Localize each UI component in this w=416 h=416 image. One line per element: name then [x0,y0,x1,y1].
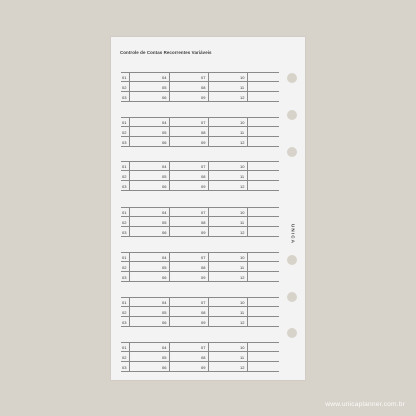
cell-divider [129,171,130,180]
cell-divider [169,72,170,81]
cell-divider [129,272,130,281]
month-number: 02 [122,265,127,270]
cell-divider [169,297,170,306]
month-number: 06 [162,365,167,370]
month-number: 08 [201,355,206,360]
month-entry-field[interactable] [161,228,201,237]
cell-divider [247,117,248,126]
cell-divider [247,72,248,81]
month-number: 04 [162,255,167,260]
month-number: 05 [162,355,167,360]
month-entry-field[interactable] [239,353,279,362]
month-entry-field[interactable] [161,343,201,352]
cell-divider [247,262,248,271]
cell-divider [208,92,209,101]
planner-sheet [111,37,305,380]
month-number: 04 [162,75,167,80]
month-entry-field[interactable] [200,73,240,82]
cell-divider [208,181,209,190]
cell-divider [129,262,130,271]
cell-divider [247,342,248,351]
month-number: 10 [240,75,245,80]
cell-divider [169,362,170,371]
month-number: 12 [240,140,245,145]
month-number: 05 [162,220,167,225]
month-number: 05 [162,130,167,135]
month-entry-field[interactable] [239,218,279,227]
cell-divider [129,117,130,126]
month-entry-field[interactable] [239,83,279,92]
month-number: 08 [201,220,206,225]
month-entry-field[interactable] [161,298,201,307]
month-entry-field[interactable] [200,273,240,282]
month-entry-field[interactable] [239,318,279,327]
cell-divider [247,217,248,226]
month-number: 06 [162,140,167,145]
month-number: 04 [162,210,167,215]
month-entry-field[interactable] [200,308,240,317]
month-number: 11 [240,310,245,315]
month-entry-field[interactable] [121,128,161,137]
cell-divider [169,207,170,216]
bill-block [121,208,279,238]
cell-divider [169,161,170,170]
month-number: 09 [201,230,206,235]
month-number: 01 [122,345,127,350]
month-number: 08 [201,265,206,270]
month-entry-field[interactable] [121,93,161,102]
month-entry-field[interactable] [161,138,201,147]
month-entry-field[interactable] [161,318,201,327]
month-number: 08 [201,310,206,315]
month-number: 05 [162,85,167,90]
cell-divider [129,252,130,261]
month-entry-field[interactable] [200,182,240,191]
month-entry-field[interactable] [161,128,201,137]
month-number: 11 [240,85,245,90]
month-entry-field[interactable] [200,253,240,262]
bill-block [121,118,279,148]
month-entry-field[interactable] [239,308,279,317]
month-entry-field[interactable] [121,83,161,92]
cell-divider [169,342,170,351]
month-number: 05 [162,310,167,315]
month-entry-field[interactable] [200,318,240,327]
cell-divider [169,117,170,126]
month-entry-field[interactable] [121,228,161,237]
month-number: 06 [162,95,167,100]
month-entry-field[interactable] [200,83,240,92]
month-number: 07 [201,255,206,260]
month-number: 01 [122,120,127,125]
month-number: 12 [240,230,245,235]
month-number: 07 [201,345,206,350]
month-number: 03 [122,365,127,370]
month-number: 02 [122,85,127,90]
month-number: 10 [240,210,245,215]
month-entry-field[interactable] [239,73,279,82]
month-number: 03 [122,140,127,145]
cell-divider [129,72,130,81]
month-number: 10 [240,164,245,169]
month-number: 09 [201,184,206,189]
month-entry-field[interactable] [121,208,161,217]
cell-divider [247,362,248,371]
cell-divider [247,161,248,170]
month-entry-field[interactable] [121,172,161,181]
cell-divider [169,171,170,180]
month-number: 07 [201,75,206,80]
cell-divider [129,92,130,101]
binder-hole [287,73,297,83]
month-entry-field[interactable] [121,73,161,82]
cell-divider [247,317,248,326]
month-entry-field[interactable] [200,263,240,272]
cell-divider [208,227,209,236]
cell-divider [129,307,130,316]
month-entry-field[interactable] [121,308,161,317]
month-entry-field[interactable] [121,182,161,191]
cell-divider [208,317,209,326]
month-entry-field[interactable] [200,363,240,372]
cell-divider [247,227,248,236]
cell-divider [169,82,170,91]
bill-block [121,162,279,192]
cell-divider [247,171,248,180]
month-number: 12 [240,320,245,325]
month-number: 09 [201,140,206,145]
month-entry-field[interactable] [200,138,240,147]
month-number: 10 [240,255,245,260]
month-entry-field[interactable] [121,218,161,227]
cell-divider [208,82,209,91]
month-entry-field[interactable] [239,182,279,191]
month-entry-field[interactable] [121,318,161,327]
cell-divider [129,161,130,170]
month-number: 07 [201,210,206,215]
cell-divider [208,161,209,170]
cell-divider [208,137,209,146]
month-number: 04 [162,164,167,169]
month-entry-field[interactable] [121,118,161,127]
month-number: 03 [122,95,127,100]
cell-divider [247,127,248,136]
cell-divider [208,272,209,281]
month-entry-field[interactable] [239,93,279,102]
month-entry-field[interactable] [239,128,279,137]
month-number: 03 [122,275,127,280]
month-entry-field[interactable] [161,363,201,372]
month-number: 06 [162,320,167,325]
cell-divider [247,272,248,281]
month-entry-field[interactable] [200,353,240,362]
month-number: 11 [240,130,245,135]
month-number: 02 [122,174,127,179]
month-number: 04 [162,345,167,350]
month-number: 10 [240,120,245,125]
month-entry-field[interactable] [161,253,201,262]
month-entry-field[interactable] [121,273,161,282]
month-entry-field[interactable] [121,298,161,307]
month-number: 09 [201,320,206,325]
month-number: 02 [122,220,127,225]
cell-divider [247,297,248,306]
month-entry-field[interactable] [121,363,161,372]
cell-divider [208,117,209,126]
month-entry-field[interactable] [239,263,279,272]
bill-block [121,343,279,373]
month-entry-field[interactable] [200,343,240,352]
month-number: 02 [122,310,127,315]
month-number: 07 [201,300,206,305]
month-entry-field[interactable] [239,298,279,307]
cell-divider [208,307,209,316]
month-entry-field[interactable] [161,273,201,282]
binder-hole [287,255,297,265]
cell-divider [129,317,130,326]
month-entry-field[interactable] [200,172,240,181]
month-entry-field[interactable] [200,228,240,237]
bill-block [121,253,279,283]
cell-divider [129,342,130,351]
cell-divider [208,207,209,216]
cell-divider [247,252,248,261]
cell-divider [208,297,209,306]
cell-divider [208,127,209,136]
month-number: 09 [201,365,206,370]
month-number: 01 [122,255,127,260]
month-number: 11 [240,220,245,225]
month-number: 02 [122,355,127,360]
month-number: 10 [240,345,245,350]
cell-divider [169,137,170,146]
month-entry-field[interactable] [161,218,201,227]
month-entry-field[interactable] [239,172,279,181]
cell-divider [129,227,130,236]
cell-divider [129,352,130,361]
month-entry-field[interactable] [161,182,201,191]
cell-divider [208,217,209,226]
month-number: 10 [240,300,245,305]
month-number: 03 [122,320,127,325]
cell-divider [208,362,209,371]
cell-divider [208,171,209,180]
month-entry-field[interactable] [121,343,161,352]
month-number: 01 [122,300,127,305]
cell-divider [129,127,130,136]
month-number: 01 [122,164,127,169]
month-entry-field[interactable] [121,253,161,262]
month-entry-field[interactable] [239,273,279,282]
cell-divider [169,262,170,271]
month-number: 08 [201,174,206,179]
month-entry-field[interactable] [161,118,201,127]
month-number: 07 [201,120,206,125]
month-number: 01 [122,210,127,215]
cell-divider [208,252,209,261]
month-number: 08 [201,85,206,90]
month-entry-field[interactable] [161,162,201,171]
month-entry-field[interactable] [200,162,240,171]
month-entry-field[interactable] [161,93,201,102]
cell-divider [129,181,130,190]
bill-block [121,298,279,328]
month-number: 04 [162,300,167,305]
month-number: 11 [240,174,245,179]
binder-hole [287,328,297,338]
cell-divider [169,127,170,136]
month-entry-field[interactable] [239,253,279,262]
bill-block [121,73,279,103]
month-entry-field[interactable] [239,343,279,352]
month-entry-field[interactable] [200,128,240,137]
cell-divider [247,92,248,101]
side-brand-label: UNICA [290,223,296,245]
month-entry-field[interactable] [161,83,201,92]
binder-hole [287,147,297,157]
month-entry-field[interactable] [161,172,201,181]
month-entry-field[interactable] [161,308,201,317]
cell-divider [129,217,130,226]
cell-divider [169,181,170,190]
cell-divider [169,252,170,261]
month-entry-field[interactable] [161,263,201,272]
cell-divider [129,82,130,91]
month-number: 07 [201,164,206,169]
month-number: 12 [240,365,245,370]
cell-divider [247,82,248,91]
month-number: 06 [162,184,167,189]
month-entry-field[interactable] [239,208,279,217]
month-number: 12 [240,275,245,280]
month-number: 03 [122,230,127,235]
binder-hole [287,292,297,302]
month-number: 11 [240,265,245,270]
cell-divider [169,272,170,281]
binder-hole [287,110,297,120]
cell-divider [169,317,170,326]
month-number: 03 [122,184,127,189]
month-number: 05 [162,174,167,179]
cell-divider [247,181,248,190]
month-entry-field[interactable] [161,353,201,362]
month-number: 06 [162,275,167,280]
month-entry-field[interactable] [121,353,161,362]
month-number: 12 [240,95,245,100]
month-entry-field[interactable] [121,138,161,147]
month-entry-field[interactable] [239,228,279,237]
cell-divider [247,352,248,361]
month-number: 11 [240,355,245,360]
cell-divider [129,297,130,306]
cell-divider [169,352,170,361]
sheet-title: Controle de Contas Recorrentes Variáveis [120,50,212,55]
month-number: 09 [201,275,206,280]
cell-divider [129,207,130,216]
cell-divider [169,92,170,101]
month-entry-field[interactable] [239,118,279,127]
month-entry-field[interactable] [121,162,161,171]
cell-divider [208,342,209,351]
footer-url: www.unicaplanner.com.br [325,401,405,408]
month-number: 12 [240,184,245,189]
month-entry-field[interactable] [200,208,240,217]
month-entry-field[interactable] [200,118,240,127]
month-entry-field[interactable] [239,162,279,171]
cell-divider [208,72,209,81]
month-entry-field[interactable] [161,208,201,217]
month-number: 04 [162,120,167,125]
cell-divider [247,137,248,146]
month-number: 01 [122,75,127,80]
cell-divider [247,307,248,316]
month-number: 05 [162,265,167,270]
month-entry-field[interactable] [239,138,279,147]
cell-divider [169,307,170,316]
month-number: 02 [122,130,127,135]
cell-divider [169,217,170,226]
month-entry-field[interactable] [200,298,240,307]
cell-divider [208,262,209,271]
month-entry-field[interactable] [200,93,240,102]
month-number: 08 [201,130,206,135]
cell-divider [208,352,209,361]
cell-divider [129,362,130,371]
month-entry-field[interactable] [121,263,161,272]
month-entry-field[interactable] [161,73,201,82]
month-entry-field[interactable] [239,363,279,372]
cell-divider [247,207,248,216]
cell-divider [129,137,130,146]
cell-divider [169,227,170,236]
month-entry-field[interactable] [200,218,240,227]
month-number: 06 [162,230,167,235]
month-number: 09 [201,95,206,100]
